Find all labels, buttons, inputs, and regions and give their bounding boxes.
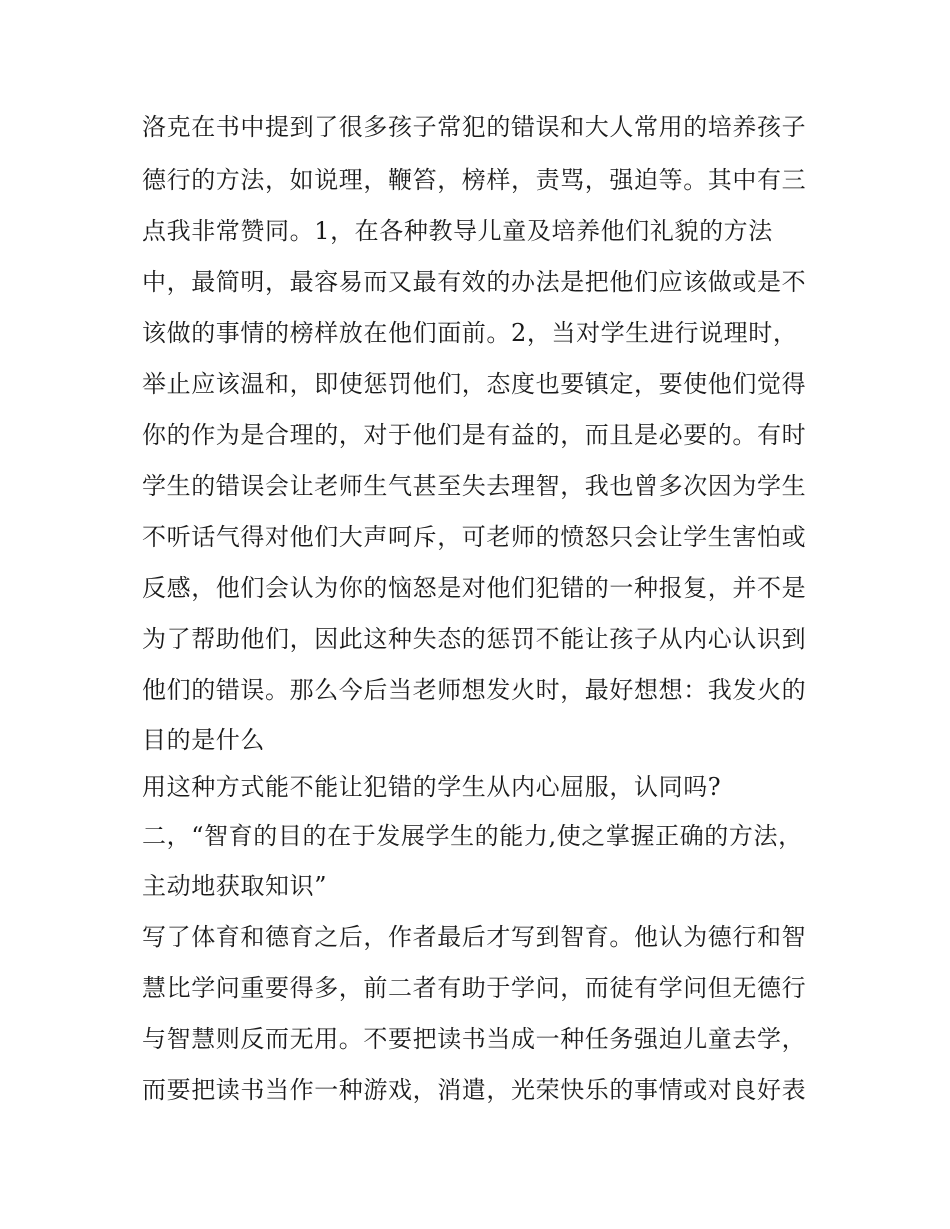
section-heading-line: 二，“智育的目的在于发展学生的能力,使之掌握正确的方法， bbox=[142, 822, 803, 850]
text-line: 用这种方式能不能让犯错的学生从内心屈服，认同吗? bbox=[142, 773, 722, 801]
text-line: 慧比学问重要得多，前二者有助于学问，而徒有学问但无德行 bbox=[142, 974, 807, 1002]
text-line: 该做的事情的榜样放在他们面前。2，当对学生进行说理时， bbox=[142, 319, 798, 347]
text-line: 与智慧则反而无用。不要把读书当成一种任务强迫儿童去学， bbox=[142, 1025, 807, 1053]
text-line: 而要把读书当作一种游戏，消遣，光荣快乐的事情或对良好表 bbox=[142, 1076, 807, 1104]
text-line: 点我非常赞同。1，在各种教导儿童及培养他们礼貌的方法 bbox=[142, 217, 773, 245]
text-line: 为了帮助他们，因此这种失态的惩罚不能让孩子从内心认识到 bbox=[142, 625, 807, 653]
text-line: 你的作为是合理的，对于他们是有益的，而且是必要的。有时 bbox=[142, 421, 807, 449]
text-line: 德行的方法，如说理，鞭笞，榜样，责骂，强迫等。其中有三 bbox=[142, 166, 807, 194]
section-heading-line: 主动地获取知识” bbox=[142, 872, 328, 900]
text-line: 不听话气得对他们大声呵斥，可老师的愤怒只会让学生害怕或 bbox=[142, 523, 807, 551]
text-line: 洛克在书中提到了很多孩子常犯的错误和大人常用的培养孩子 bbox=[142, 113, 807, 141]
text-line: 举止应该温和，即使惩罚他们，态度也要镇定，要使他们觉得 bbox=[142, 370, 807, 398]
text-line: 写了体育和德育之后，作者最后才写到智育。他认为德行和智 bbox=[142, 923, 807, 951]
text-line: 他们的错误。那么今后当老师想发火时，最好想想：我发火的 bbox=[142, 676, 807, 704]
text-line: 学生的错误会让老师生气甚至失去理智，我也曾多次因为学生 bbox=[142, 472, 807, 500]
text-line: 反感，他们会认为你的恼怒是对他们犯错的一种报复，并不是 bbox=[142, 574, 807, 602]
text-line: 目的是什么 bbox=[142, 726, 265, 754]
text-line: 中，最简明，最容易而又最有效的办法是把他们应该做或是不 bbox=[142, 268, 807, 296]
